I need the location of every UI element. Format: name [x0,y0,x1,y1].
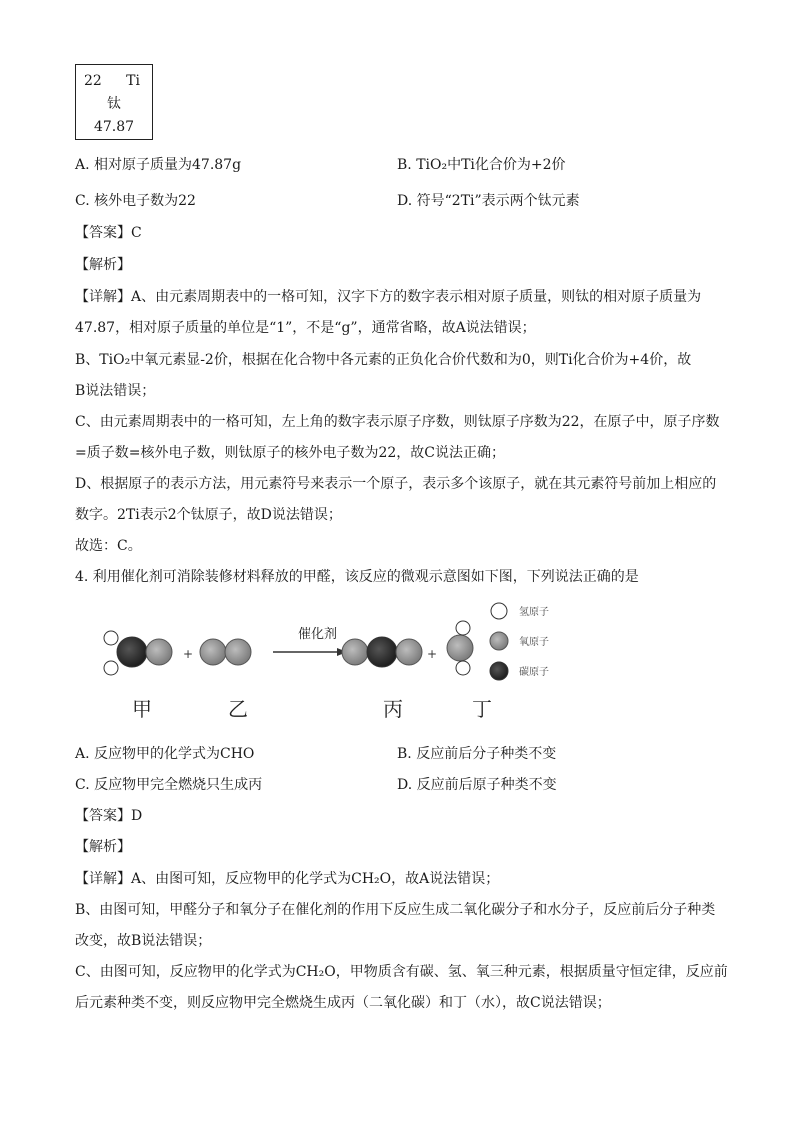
molecule-carbon-dioxide [342,637,422,667]
oxygen-atom [447,635,473,661]
legend-hydrogen-swatch [491,603,507,619]
atomic-mass: 47.87 [93,119,135,135]
plus-sign: + [183,647,194,661]
q4-option-c: C. 反应物甲完全燃烧只生成丙 [75,777,263,793]
q4-detail-line: 【详解】A、由图可知，反应物甲的化学式为CH₂O，故A说法错误； [75,871,500,887]
legend-oxygen-swatch [490,632,508,650]
molecule-water [447,621,473,675]
q3-detail-line: 故选：C。 [75,538,142,554]
legend-hydrogen-label: 氢原子 [519,607,549,618]
q3-detail-line: 数字。2Ti表示2个钛原子，故D说法错误； [75,507,342,523]
q3-detail-line: 47.87，相对原子质量的单位是“1”，不是“g”，通常省略，故A说法错误； [75,320,536,336]
hydrogen-atom [104,631,118,645]
q3-detail-line: 【详解】A、由元素周期表中的一格可知，汉字下方的数字表示相对原子质量，则钛的相对原子质量为 [75,289,702,305]
label-jia: 甲 [132,697,152,721]
q4-answer: 【答案】D [75,808,143,824]
molecule-formaldehyde [104,631,172,675]
q3-option-d: D. 符号“2Ti”表示两个钛元素 [397,193,580,209]
legend-carbon-label: 碳原子 [519,667,549,678]
label-ding: 丁 [472,697,492,721]
q3-detail-line: B说法错误； [75,383,156,399]
oxygen-atom [396,639,422,665]
molecule-oxygen [200,639,251,665]
q4-detail-line: 改变，故B说法错误； [75,933,212,949]
catalyst-label: 催化剂 [298,627,338,642]
oxygen-atom [146,639,172,665]
q3-detail-line: C、由元素周期表中的一格可知，左上角的数字表示原子序数，则钛原子序数为22，在原子中，原子序数 [75,414,720,430]
q4-analysis-label: 【解析】 [75,839,131,855]
q3-option-a: A. 相对原子质量为47.87g [75,157,242,173]
plus-sign: + [427,647,438,661]
legend-oxygen-label: 氧原子 [519,637,549,648]
element-symbol: Ti [126,73,140,89]
atomic-number: 22 [84,73,102,89]
element-card [75,64,153,140]
hydrogen-atom [456,621,470,635]
q3-option-c: C. 核外电子数为22 [75,193,196,209]
label-yi: 乙 [228,697,248,721]
q3-option-b: B. TiO₂中Ti化合价为+2价 [397,157,566,173]
q3-detail-line: D、根据原子的表示方法，用元素符号来表示一个原子，表示多个该原子，就在其元素符号前加上相应的 [75,476,717,492]
oxygen-atom [200,639,226,665]
hydrogen-atom [456,661,470,675]
carbon-atom [117,637,147,667]
q3-detail-line: B、TiO₂中氧元素显-2价，根据在化合物中各元素的正负化合价代数和为0，则Ti化合价为+4价，故 [75,352,692,368]
q4-detail-line: 后元素种类不变，则反应物甲完全燃烧生成丙（二氧化碳）和丁（水），故C说法错误； [75,995,611,1011]
hydrogen-atom [104,661,118,675]
label-bing: 丙 [383,697,403,721]
q3-detail-line: =质子数=核外电子数，则钛原子的核外电子数为22，故C说法正确； [75,445,505,461]
oxygen-atom [225,639,251,665]
element-name: 钛 [107,96,121,112]
q4-detail-line: B、由图可知，甲醛分子和氧分子在催化剂的作用下反应生成二氧化碳分子和水分子，反应前后分子种类 [75,902,716,918]
q3-answer: 【答案】C [75,225,142,241]
q4-detail-line: C、由图可知，反应物甲的化学式为CH₂O，甲物质含有碳、氢、氧三种元素，根据质量守恒定律，反应前 [75,964,728,980]
q4-option-a: A. 反应物甲的化学式为CHO [75,746,255,762]
legend-carbon-swatch [490,662,508,680]
oxygen-atom [342,639,368,665]
q3-analysis-label: 【解析】 [75,257,131,273]
q4-option-d: D. 反应前后原子种类不变 [397,777,557,793]
carbon-atom [367,637,397,667]
reaction-diagram [95,598,595,726]
q4-stem: 4. 利用催化剂可消除装修材料释放的甲醛，该反应的微观示意图如下图，下列说法正确的是 [75,569,639,585]
q4-option-b: B. 反应前后分子种类不变 [397,746,557,762]
legend [490,603,549,680]
